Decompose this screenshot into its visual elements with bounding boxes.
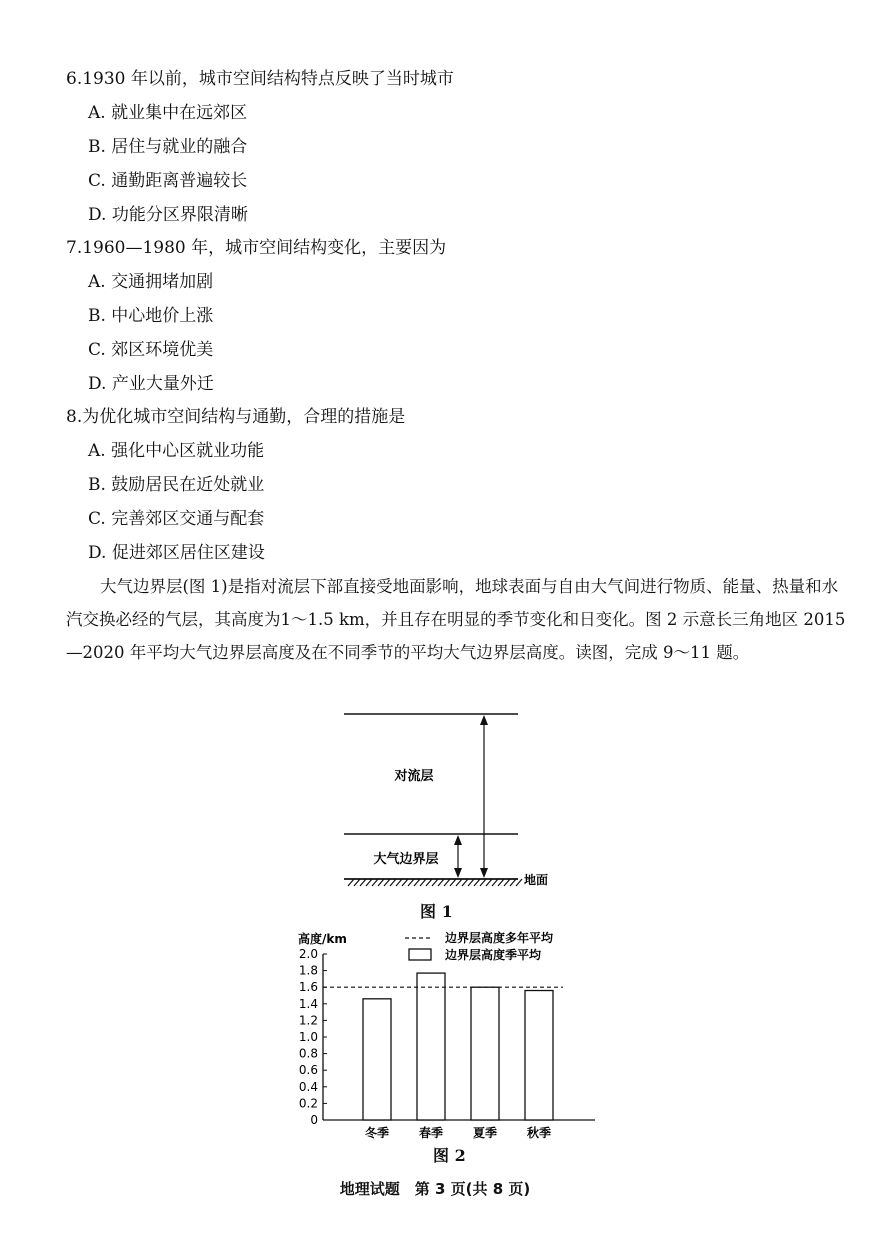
- y-tick-label: 0.8: [298, 1046, 318, 1061]
- y-tick-label: 1.4: [298, 996, 318, 1011]
- legend-reference-label: 边界层高度多年平均: [445, 931, 554, 945]
- figure-2-chart: [290, 926, 610, 1144]
- legend-bar-label: 边界层高度季平均: [445, 948, 542, 962]
- arrow-head-down: [454, 868, 462, 878]
- y-axis-label: 高度/km: [298, 932, 347, 946]
- x-category-label: 秋季: [526, 1126, 552, 1140]
- option: B. 居住与就业的融合: [88, 137, 248, 157]
- bar-秋季: [525, 991, 553, 1120]
- y-tick-label: 0.4: [298, 1079, 318, 1094]
- y-tick-label: 2.0: [298, 947, 318, 961]
- option: A. 强化中心区就业功能: [88, 441, 265, 461]
- x-category-label: 春季: [418, 1126, 444, 1140]
- figure-2-caption: 图 2: [433, 1146, 466, 1165]
- arrow-head-down: [480, 868, 488, 878]
- passage: [66, 570, 846, 669]
- x-category-label: 夏季: [472, 1126, 498, 1140]
- option: D. 促进郊区居住区建设: [88, 543, 265, 563]
- option: B. 中心地价上涨: [88, 306, 214, 326]
- passage-text: 大气边界层(图 1)是指对流层下部直接受地面影响，地球表面与自由大气间进行物质、能量、热量和水汽交换必经的气层，其高度为1～1.5 km，并且存在明显的季节变化和日变化。图 2 示意长三角地区 2015—2020 年平均大气边界层高度及在不同季节的平均大气边界层高度。读图，完成 9～11 题。: [66, 577, 846, 662]
- question-stem: 6.1930 年以前，城市空间结构特点反映了当时城市: [66, 69, 454, 89]
- option: D. 产业大量外迁: [88, 374, 214, 394]
- y-tick-label: 0.6: [298, 1063, 318, 1078]
- option: B. 鼓励居民在近处就业: [88, 475, 265, 495]
- y-tick-label: 0: [310, 1113, 318, 1127]
- y-tick-label: 1.0: [298, 1030, 318, 1044]
- boundary-layer-label: 大气边界层: [373, 852, 439, 867]
- ground-label: 地面: [524, 873, 549, 887]
- troposphere-label: 对流层: [394, 769, 434, 784]
- question-stem: 8.为优化城市空间结构与通勤，合理的措施是: [66, 407, 406, 427]
- figure-1-caption: 图 1: [420, 902, 453, 921]
- bar-冬季: [363, 999, 391, 1120]
- option: D. 功能分区界限清晰: [88, 205, 248, 225]
- page-footer: 地理试题 第 3 页(共 8 页): [339, 1180, 531, 1198]
- x-category-label: 冬季: [364, 1126, 390, 1140]
- question-stem: 7.1960—1980 年，城市空间结构变化，主要因为: [66, 238, 447, 258]
- bar-夏季: [471, 987, 499, 1120]
- legend-bar-sample: [409, 949, 431, 960]
- bar-春季: [417, 973, 445, 1120]
- figure-1-diagram: [330, 706, 560, 892]
- ground-hatching: [348, 879, 522, 886]
- y-tick-label: 1.6: [298, 980, 318, 995]
- y-tick-label: 1.2: [298, 1013, 318, 1028]
- option: A. 就业集中在远郊区: [88, 103, 248, 123]
- option: C. 郊区环境优美: [88, 340, 214, 360]
- arrow-head-up: [454, 835, 462, 845]
- y-tick-label: 1.8: [298, 963, 318, 978]
- option: C. 通勤距离普遍较长: [88, 171, 248, 191]
- y-tick-label: 0.2: [298, 1096, 318, 1111]
- arrow-head-up: [480, 715, 488, 725]
- option: A. 交通拥堵加剧: [88, 272, 214, 292]
- option: C. 完善郊区交通与配套: [88, 509, 265, 529]
